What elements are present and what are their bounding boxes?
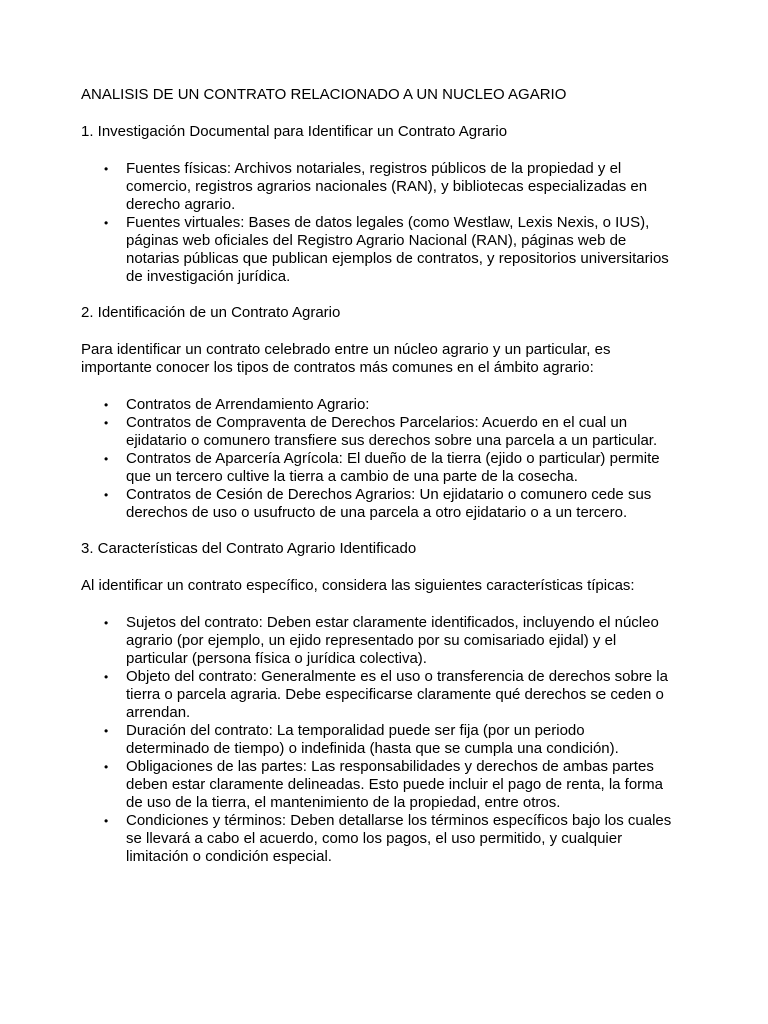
section-1-heading: 1. Investigación Documental para Identificar un Contrato Agrario	[81, 123, 508, 140]
list-item-text: Fuentes virtuales: Bases de datos legales (como Westlaw, Lexis Nexis, o IUS), páginas web oficiales del Registro Agrario Nacional (RAN), páginas web de notarias públicas que publican ejemplos de contratos, y repositorios universitarios de investigación jurídica.	[126, 214, 669, 285]
list-item	[104, 614, 672, 668]
section-2-heading: 2. Identificación de un Contrato Agrario	[81, 304, 341, 321]
bullet-icon: •	[104, 814, 109, 828]
list-item-text: Contratos de Aparcería Agrícola: El dueño de la tierra (ejido o particular) permite que un tercero cultive la tierra a cambio de una parte de la cosecha.	[126, 450, 660, 485]
list-item	[104, 160, 672, 214]
list-item-text: Fuentes físicas: Archivos notariales, registros públicos de la propiedad y el comercio, registros agrarios nacionales (RAN), y bibliotecas especializadas en derecho agrario.	[126, 160, 648, 213]
list-item-text: Contratos de Arrendamiento Agrario:	[126, 396, 370, 413]
bullet-icon: •	[104, 616, 109, 630]
document-title: ANALISIS DE UN CONTRATO RELACIONADO A UN NUCLEO AGARIO	[81, 86, 567, 103]
list-item	[104, 486, 672, 522]
bullet-icon: •	[104, 488, 109, 502]
list-item	[104, 414, 672, 450]
list-item-text: Duración del contrato: La temporalidad puede ser fija (por un periodo determinado de tiempo) o indefinida (hasta que se cumpla una condición).	[126, 722, 619, 757]
section-1-list	[81, 160, 672, 286]
list-item-text: Contratos de Cesión de Derechos Agrarios: Un ejidatario o comunero cede sus derechos de uso o usufructo de una parcela a otro ejidatario o a un tercero.	[126, 486, 652, 521]
bullet-icon: •	[104, 416, 109, 430]
list-item	[104, 668, 672, 722]
section-3-heading: 3. Características del Contrato Agrario Identificado	[81, 540, 417, 557]
list-item-text: Condiciones y términos: Deben detallarse los términos específicos bajo los cuales se llevará a cabo el acuerdo, como los pagos, el uso permitido, y cualquier limitación o condición especial.	[126, 812, 672, 865]
section-3-list	[81, 614, 672, 866]
list-item	[104, 812, 672, 866]
bullet-icon: •	[104, 452, 109, 466]
list-item-text: Contratos de Compraventa de Derechos Parcelarios: Acuerdo en el cual un ejidatario o comunero transfiere sus derechos sobre una parcela a un particular.	[126, 414, 658, 449]
section-2-list	[81, 396, 672, 522]
section-3-intro: Al identificar un contrato específico, considera las siguientes características típicas:	[81, 577, 635, 594]
list-item	[104, 396, 672, 414]
bullet-icon: •	[104, 760, 109, 774]
bullet-icon: •	[104, 216, 109, 230]
list-item	[104, 214, 672, 286]
list-item	[104, 450, 672, 486]
bullet-icon: •	[104, 670, 109, 684]
list-item	[104, 722, 672, 758]
section-2-intro: Para identificar un contrato celebrado entre un núcleo agrario y un particular, es importante conocer los tipos de contratos más comunes en el ámbito agrario:	[81, 341, 611, 376]
bullet-icon: •	[104, 724, 109, 738]
bullet-icon: •	[104, 162, 109, 176]
list-item-text: Sujetos del contrato: Deben estar claramente identificados, incluyendo el núcleo agrario (por ejemplo, un ejido representado por su comisariado ejidal) y el particular (persona física o jurídica colectiva).	[126, 614, 659, 667]
list-item	[104, 758, 672, 812]
list-item-text: Objeto del contrato: Generalmente es el uso o transferencia de derechos sobre la tierra o parcela agraria. Debe especificarse claramente qué derechos se ceden o arrendan.	[126, 668, 668, 721]
bullet-icon: •	[104, 398, 109, 412]
list-item-text: Obligaciones de las partes: Las responsabilidades y derechos de ambas partes deben estar claramente delineadas. Esto puede incluir el pago de renta, la forma de uso de la tierra, el mantenimiento de la propiedad, entre otros.	[126, 758, 664, 811]
